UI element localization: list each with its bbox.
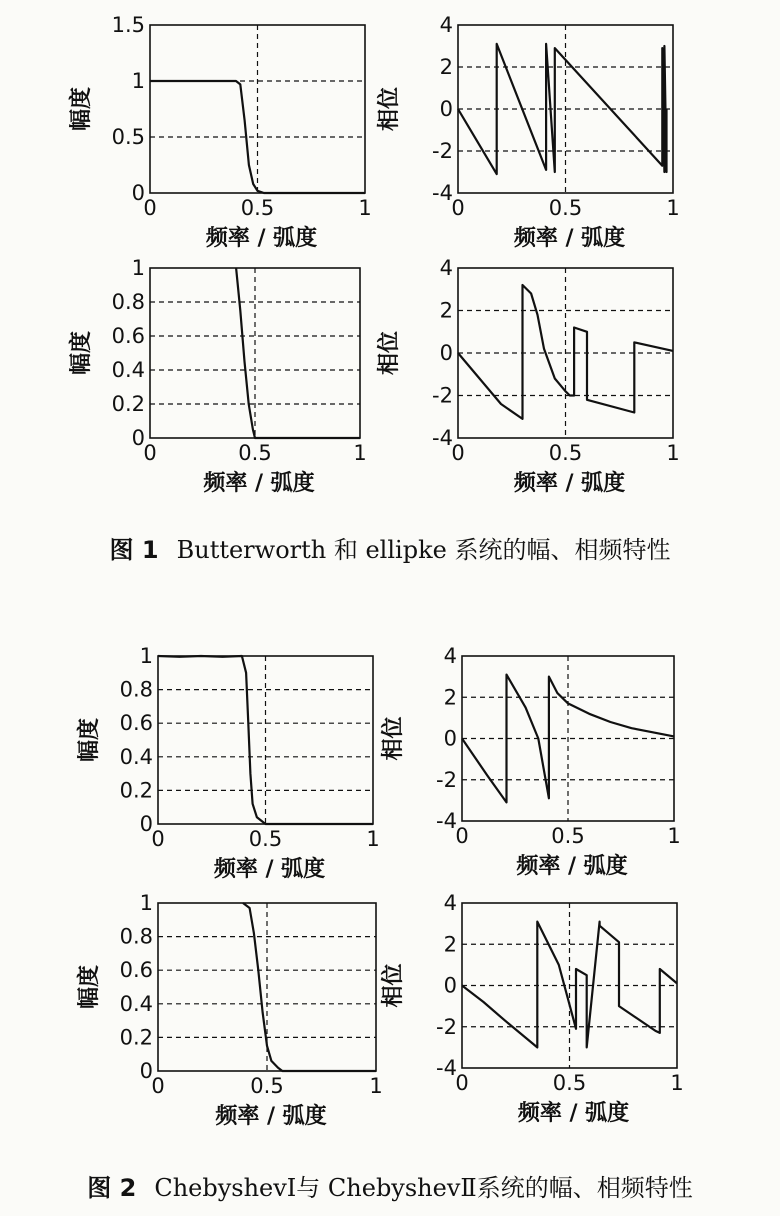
x-axis-label: 频率 / 弧度 — [517, 1101, 630, 1126]
y-tick-label: 0 — [443, 973, 457, 998]
y-tick-label: 0.5 — [111, 125, 145, 149]
y-tick-label: 1 — [139, 644, 153, 668]
x-tick-label: 1 — [358, 196, 372, 220]
chart-6 — [380, 644, 681, 879]
x-axis-label: 频率 / 弧度 — [205, 226, 318, 251]
figure-2-title: ChebyshevⅠ与 ChebyshevⅡ系统的幅、相频特性 — [154, 1174, 693, 1202]
y-tick-label: 0.6 — [111, 324, 145, 348]
x-tick-label: 0.5 — [548, 441, 583, 465]
y-tick-label: 2 — [439, 298, 453, 323]
chart-1 — [68, 13, 372, 251]
x-tick-label: 0 — [143, 196, 157, 220]
y-tick-label: 0 — [131, 181, 145, 205]
x-tick-label: 1 — [667, 824, 681, 848]
x-tick-label: 0.5 — [240, 196, 275, 220]
y-tick-label: 0.2 — [119, 778, 153, 803]
chart-4 — [376, 256, 680, 496]
y-tick-label: 0.6 — [119, 958, 153, 983]
y-tick-label: 1.5 — [111, 13, 145, 37]
x-tick-label: 1 — [666, 441, 680, 465]
y-tick-label: 1 — [139, 891, 153, 915]
y-axis-label: 相位 — [381, 716, 406, 761]
x-tick-label: 1 — [670, 1071, 684, 1095]
y-axis-label: 幅度 — [69, 330, 94, 376]
x-tick-label: 0.5 — [552, 1071, 587, 1095]
figure-1-number: 图 1 — [109, 536, 159, 564]
x-axis-label: 频率 / 弧度 — [213, 857, 326, 882]
y-tick-label: 0 — [439, 341, 453, 365]
x-tick-label: 0.5 — [238, 441, 272, 465]
x-tick-label: 0.5 — [548, 196, 583, 220]
chart-2 — [376, 13, 680, 251]
y-tick-label: 0 — [131, 426, 145, 450]
y-tick-label: -4 — [432, 181, 453, 205]
y-tick-label: 0 — [439, 97, 453, 121]
y-tick-label: -2 — [432, 139, 453, 163]
y-tick-label: -2 — [432, 383, 453, 408]
y-tick-label: -4 — [432, 426, 453, 450]
x-tick-label: 1 — [353, 441, 367, 465]
x-tick-label: 0.5 — [551, 824, 585, 848]
x-tick-label: 0 — [451, 441, 465, 465]
figure-2-number: 图 2 — [87, 1174, 137, 1202]
y-tick-label: 0.8 — [111, 290, 145, 314]
figure-1-title: Butterworth 和 ellipke 系统的幅、相频特性 — [176, 536, 671, 564]
figure-1-caption — [0, 530, 780, 565]
y-tick-label: 0.4 — [119, 991, 153, 1016]
chart-8 — [380, 891, 684, 1126]
x-axis-label: 频率 / 弧度 — [516, 854, 628, 879]
y-tick-label: 0 — [139, 1059, 153, 1083]
x-tick-label: 0 — [143, 441, 157, 465]
chart-5 — [76, 644, 380, 882]
y-tick-label: -2 — [436, 1014, 457, 1039]
y-tick-label: 4 — [443, 891, 457, 915]
series-line — [243, 903, 376, 1071]
y-tick-label: -4 — [436, 809, 457, 833]
y-axis-label: 幅度 — [69, 86, 94, 132]
y-tick-label: 2 — [443, 932, 457, 957]
y-tick-label: 1 — [131, 69, 145, 93]
y-tick-label: -4 — [436, 1056, 457, 1080]
y-tick-label: 4 — [439, 13, 453, 37]
y-tick-label: 2 — [443, 685, 457, 710]
x-axis-label: 频率 / 弧度 — [203, 471, 315, 496]
x-axis-label: 频率 / 弧度 — [215, 1104, 327, 1129]
y-tick-label: 0.8 — [119, 924, 153, 949]
x-tick-label: 0 — [151, 827, 165, 851]
y-tick-label: 0.8 — [119, 677, 153, 702]
y-tick-label: 0 — [139, 812, 153, 836]
chart-7 — [76, 891, 383, 1129]
x-tick-label: 1 — [366, 827, 380, 851]
y-tick-label: 0 — [443, 726, 457, 751]
y-tick-label: 2 — [439, 55, 453, 79]
chart-3 — [68, 256, 367, 496]
y-tick-label: 0.4 — [119, 744, 153, 769]
figure-2-caption — [0, 1168, 780, 1203]
x-tick-label: 1 — [369, 1074, 383, 1098]
y-axis-label: 相位 — [381, 963, 406, 1008]
x-tick-label: 0 — [455, 824, 469, 848]
x-tick-label: 1 — [666, 196, 680, 220]
y-axis-label: 幅度 — [77, 964, 102, 1010]
x-axis-label: 频率 / 弧度 — [513, 226, 626, 251]
y-tick-label: 0.6 — [119, 711, 153, 736]
y-axis-label: 相位 — [377, 86, 402, 132]
y-tick-label: 1 — [131, 256, 145, 280]
y-tick-label: 0.4 — [111, 358, 145, 382]
y-tick-label: 0.2 — [119, 1025, 153, 1050]
x-tick-label: 0.5 — [248, 827, 283, 851]
y-tick-label: 4 — [439, 256, 453, 280]
y-tick-label: 4 — [443, 644, 457, 668]
y-tick-label: -2 — [436, 767, 457, 792]
x-tick-label: 0.5 — [250, 1074, 284, 1098]
x-axis-label: 频率 / 弧度 — [513, 471, 626, 496]
x-tick-label: 0 — [151, 1074, 165, 1098]
x-tick-label: 0 — [451, 196, 465, 220]
x-tick-label: 0 — [455, 1071, 469, 1095]
y-axis-label: 幅度 — [77, 717, 102, 763]
y-tick-label: 0.2 — [111, 392, 145, 416]
y-axis-label: 相位 — [377, 330, 402, 376]
